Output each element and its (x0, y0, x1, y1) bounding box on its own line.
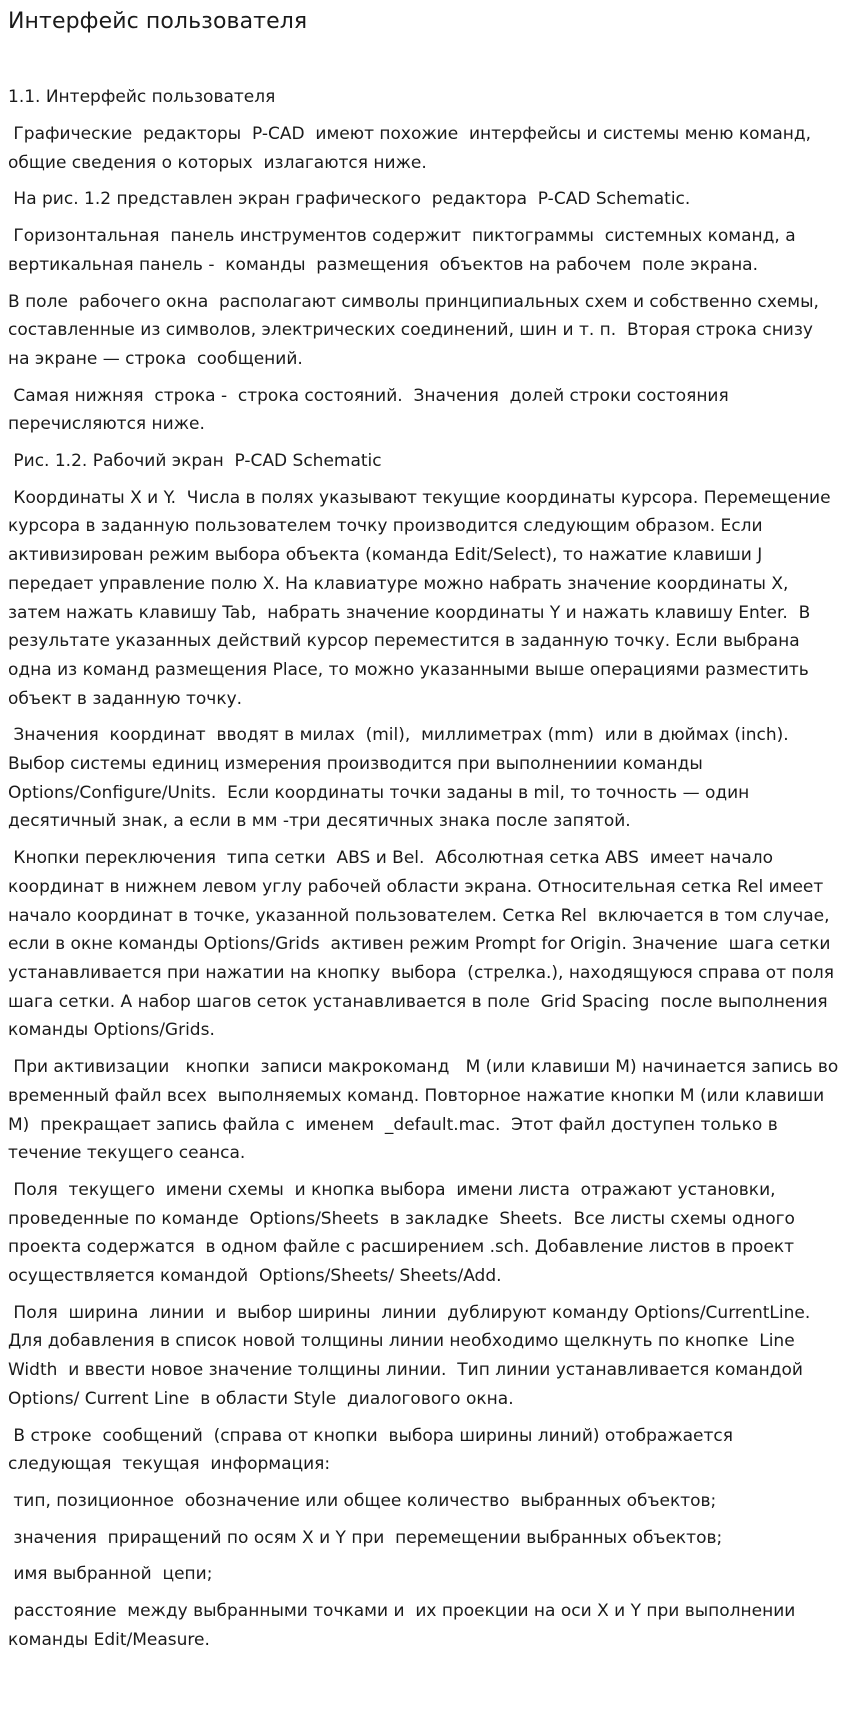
paragraph: Кнопки переключения типа сетки ABS и Bel. Абсолютная сетка ABS имеет начало координат в нижнем левом углу рабочей области экрана. Относительная сетка Rel имеет начало координат в точке, указанной пользователем. Сетка Rel включается в том случае, если в окне команды Options/Grids активен режим Prompt for Origin. Значение шага сетки устанавливается при нажатии на кнопку выбора (стрелка.), находящуюся справа от поля шага сетки. А набор шагов сеток устанавливается в поле Grid Spacing после выполнения команды Options/Grids. (8, 848, 840, 1041)
paragraph: В поле рабочего окна располагают символы принципиальных схем и собственно схемы, составленные из символов, электрических соединений, шин и т. п. Вторая строка снизу на экране — строка сообщений. (8, 291, 825, 369)
paragraph: На рис. 1.2 представлен экран графического редактора P-CAD Schematic. (8, 189, 691, 210)
list-item: имя выбранной цепи; (8, 1564, 213, 1585)
paragraph: Координаты X и Y. Числа в полях указывают текущие координаты курсора. Перемещение курсора в заданную пользователем точку производится следующим образом. Если активизирован режим выбора объекта (команда Edit/Select), то нажатие клавиши J передает управление полю X. На клавиатуре можно набрать значение координаты X, затем нажать клавишу Tab, набрать значение координаты Y и нажать клавишу Enter. В результате указанных действий курсор переместится в заданную точку. Если выбрана одна из команд размещения Place, то можно указанными выше операциями разместить объект в заданную точку. (8, 487, 836, 709)
paragraph: Самая нижняя строка - строка состояний. Значения долей строки состояния перечисляются ниже. (8, 385, 735, 435)
paragraph: Значения координат вводят в милах (mil), миллиметрах (mm) или в дюймах (inch). Выбор системы единиц измерения производится при выполнениии команды Options/Configure/Units. Если координаты точки заданы в mil, то точность — один десятичный знак, а если в мм -три десятичных знака после запятой. (8, 725, 800, 832)
section-heading: 1.1. Интерфейс пользователя (8, 87, 276, 107)
paragraph: Поля текущего имени схемы и кнопка выбора имени листа отражают установки, проведенные по команде Options/Sheets в закладке Sheets. Все листы схемы одного проекта содержатся в одном файле с расширением .sch. Добавление листов в проект осуществляется командой Options/Sheets/ Sheets/Add. (8, 1179, 801, 1287)
paragraph: Горизонтальная панель инструментов содержит пиктограммы системных команд, а вертикальная панель - команды размещения объектов на рабочем поле экрана. (8, 226, 802, 275)
paragraph: Поля ширина линии и выбор ширины линии дублируют команду Options/CurrentLine. Для добавления в список новой толщины линии необходимо щелкнуть по кнопке Line Width и ввести новое значение толщины линии. Тип линии устанавливается командой Options/ Current Line в области Style диалогового окна. (8, 1302, 822, 1409)
paragraph: Графические редакторы P-CAD имеют похожие интерфейсы и системы меню команд, общие сведения о которых излагаются ниже. (8, 124, 817, 173)
paragraph: При активизации кнопки записи макрокоманд M (или клавиши M) начинается запись во временный файл всех выполняемых команд. Повторное нажатие кнопки M (или клавиши M) прекращает запись файла с именем _default.mac. Этот файл доступен только в течение текущего сеанса. (8, 1057, 844, 1164)
page-title: Интерфейс пользователя (8, 9, 308, 34)
list-item: значения приращений по осям X и Y при перемещении выбранных объектов; (8, 1527, 723, 1548)
list-item: тип, позиционное обозначение или общее количество выбранных объектов; (8, 1490, 717, 1511)
list-item: расстояние между выбранными точками и их проекции на оси X и Y при выполнении команды Edit/Measure. (8, 1601, 801, 1650)
figure-caption: Рис. 1.2. Рабочий экран P-CAD Schematic (8, 451, 382, 472)
paragraph: В строке сообщений (справа от кнопки выбора ширины линий) отображается следующая текущая информация: (8, 1425, 739, 1475)
body-text (8, 120, 844, 1654)
